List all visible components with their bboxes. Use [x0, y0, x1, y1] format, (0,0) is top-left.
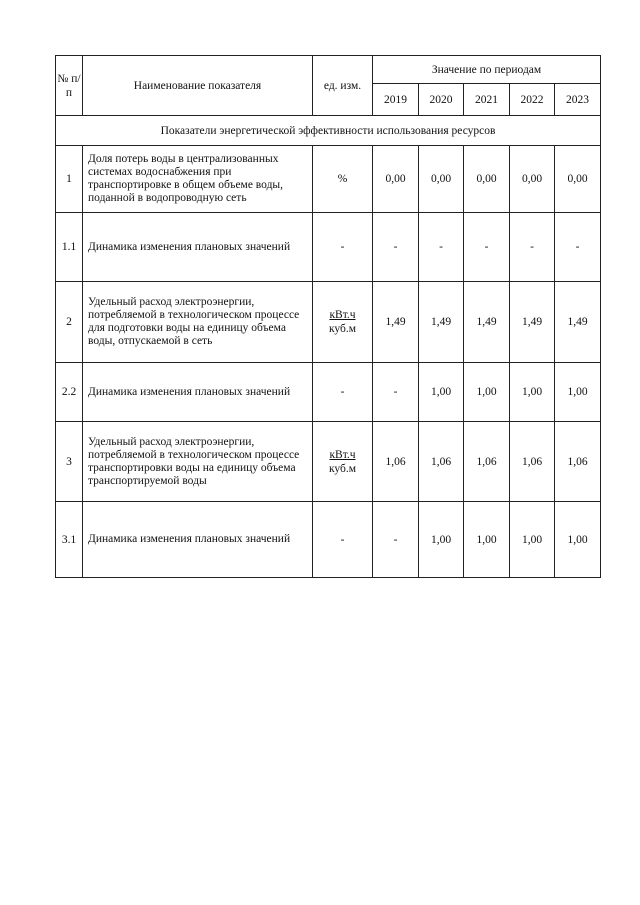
header-year: 2023 — [555, 84, 601, 116]
header-name: Наименование показателя — [83, 56, 313, 116]
unit-numerator: кВт.ч — [329, 448, 356, 461]
row-name: Удельный расход электроэнергии, потребляемой в технологическом процессе для подготовки воды на единицу объема воды, отпускаемой в сеть — [83, 282, 313, 363]
row-name: Динамика изменения плановых значений — [83, 363, 313, 422]
row-value: - — [373, 213, 419, 282]
row-unit — [313, 282, 373, 363]
row-value: - — [419, 213, 464, 282]
row-value: 1,06 — [510, 422, 555, 502]
row-value: 1,00 — [555, 363, 601, 422]
row-num: 2.2 — [56, 363, 83, 422]
header-year: 2022 — [510, 84, 555, 116]
header-num: № п/п — [56, 56, 83, 116]
row-name: Динамика изменения плановых значений — [83, 213, 313, 282]
header-unit: ед. изм. — [313, 56, 373, 116]
header-row-top — [56, 56, 601, 84]
header-year: 2020 — [419, 84, 464, 116]
row-value: 1,00 — [510, 502, 555, 578]
row-value: 1,49 — [373, 282, 419, 363]
row-value: 1,00 — [510, 363, 555, 422]
row-name: Удельный расход электроэнергии, потребляемой в технологическом процессе транспортировки воды на единицу объема транспортируемой воды — [83, 422, 313, 502]
row-num: 2 — [56, 282, 83, 363]
row-value: 1,00 — [419, 363, 464, 422]
row-value: - — [510, 213, 555, 282]
row-value: 1,06 — [555, 422, 601, 502]
row-value: 0,00 — [510, 146, 555, 213]
unit-numerator: кВт.ч — [329, 309, 356, 321]
header-year: 2019 — [373, 84, 419, 116]
table-row — [56, 282, 601, 363]
row-value: 1,06 — [419, 422, 464, 502]
row-value: 1,06 — [373, 422, 419, 502]
row-num: 1.1 — [56, 213, 83, 282]
unit-denominator: куб.м — [328, 323, 357, 335]
row-value: 1,49 — [510, 282, 555, 363]
row-num: 1 — [56, 146, 83, 213]
row-value: 0,00 — [464, 146, 510, 213]
row-unit — [313, 422, 373, 502]
row-value: 1,00 — [464, 363, 510, 422]
row-value: 0,00 — [373, 146, 419, 213]
row-value: 1,49 — [555, 282, 601, 363]
header-year: 2021 — [464, 84, 510, 116]
row-value: 0,00 — [419, 146, 464, 213]
row-unit: - — [313, 502, 373, 578]
header-periods: Значение по периодам — [373, 56, 601, 84]
table-row — [56, 146, 601, 213]
indicators-table — [55, 55, 601, 578]
row-value: 1,00 — [555, 502, 601, 578]
table-row — [56, 363, 601, 422]
row-num: 3 — [56, 422, 83, 502]
row-value: - — [373, 502, 419, 578]
row-value: 1,06 — [464, 422, 510, 502]
row-unit: - — [313, 363, 373, 422]
row-value: 1,00 — [464, 502, 510, 578]
section-title: Показатели энергетической эффективности использования ресурсов — [56, 116, 601, 146]
row-value: 1,00 — [419, 502, 464, 578]
table-row — [56, 422, 601, 502]
row-unit: % — [313, 146, 373, 213]
section-row — [56, 116, 601, 146]
table-row — [56, 213, 601, 282]
row-value: 0,00 — [555, 146, 601, 213]
unit-denominator: куб.м — [328, 462, 357, 475]
row-name: Доля потерь воды в централизованных системах водоснабжения при транспортировке в общем объеме воды, поданной в водопроводную сеть — [83, 146, 313, 213]
row-value: - — [464, 213, 510, 282]
row-value: 1,49 — [464, 282, 510, 363]
unit-fraction — [329, 448, 356, 476]
row-name: Динамика изменения плановых значений — [83, 502, 313, 578]
row-unit: - — [313, 213, 373, 282]
row-num: 3.1 — [56, 502, 83, 578]
unit-fraction — [329, 308, 356, 336]
table-row — [56, 502, 601, 578]
row-value: 1,49 — [419, 282, 464, 363]
row-value: - — [555, 213, 601, 282]
row-value: - — [373, 363, 419, 422]
